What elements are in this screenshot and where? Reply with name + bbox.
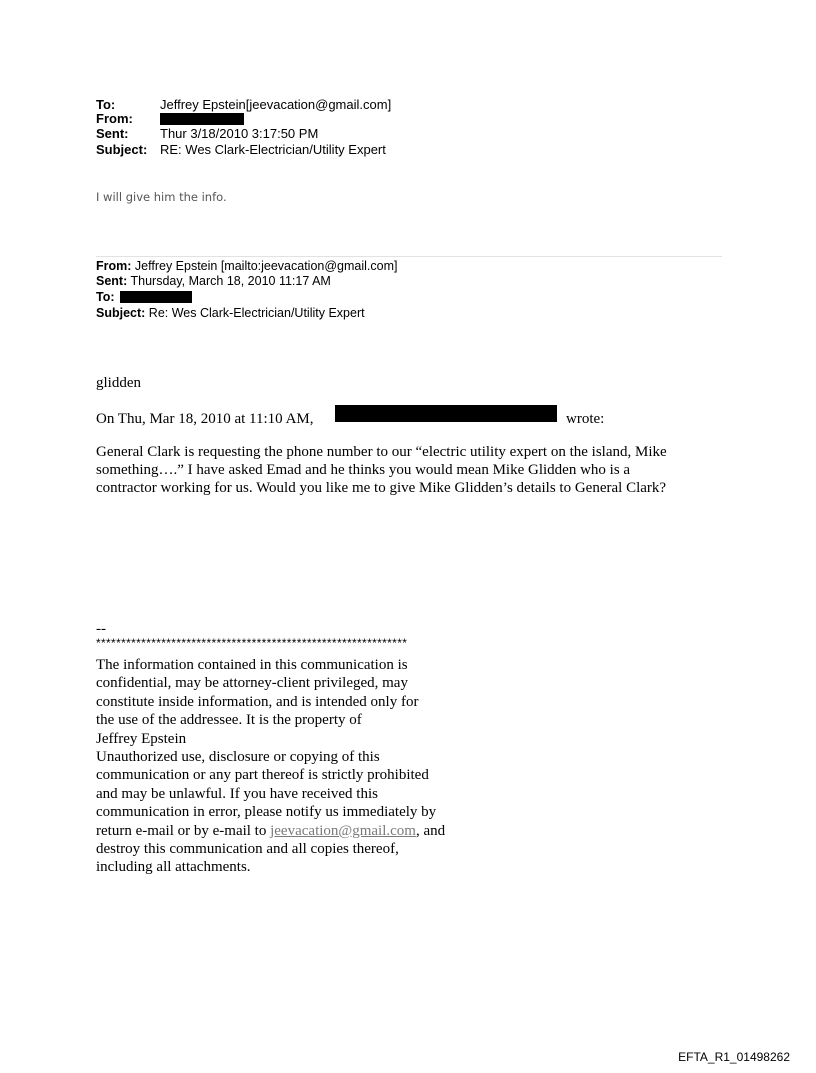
document-id: EFTA_R1_01498262 xyxy=(678,1050,790,1064)
quoted-subject-value: Re: Wes Clark-Electrician/Utility Expert xyxy=(148,306,365,320)
disclaimer-line: the use of the addressee. It is the property of xyxy=(96,712,362,729)
to-label: To: xyxy=(96,97,116,112)
from-redaction xyxy=(160,113,244,125)
attribution-suffix: wrote: xyxy=(566,411,605,427)
quoted-header xyxy=(96,259,716,321)
disclaimer-email-prefix: return e-mail or by e-mail to xyxy=(96,822,271,839)
disclaimer-line: confidential, may be attorney-client privileged, may xyxy=(96,675,408,692)
disclaimer-line: and may be unlawful. If you have received this xyxy=(96,785,378,802)
quoted-paragraph-line: something….” I have asked Emad and he thinks you would mean Mike Glidden who is a xyxy=(96,462,631,478)
attribution-redaction xyxy=(335,405,557,422)
disclaimer-line: The information contained in this communication is xyxy=(96,657,408,673)
disclaimer-line: Jeffrey Epstein xyxy=(96,730,187,747)
quoted-subject-label: Subject: xyxy=(96,306,146,320)
disclaimer-email-suffix: , and xyxy=(415,822,446,839)
to-value: Jeffrey Epstein[jeevacation@gmail.com] xyxy=(160,97,392,112)
quoted-sent-value: Thursday, March 18, 2010 11:17 AM xyxy=(130,274,331,288)
email-header xyxy=(96,98,716,158)
quoted-paragraph xyxy=(96,443,667,497)
subject-label: Subject: xyxy=(96,142,148,157)
quoted-from-label: From: xyxy=(96,259,132,273)
quoted-from-value: Jeffrey Epstein [mailto:jeevacation@gmail.com] xyxy=(134,259,398,273)
disclaimer xyxy=(96,656,445,877)
quoted-paragraph-line: General Clark is requesting the phone number to our “electric utility expert on the island, Mike xyxy=(96,444,667,460)
quoted-paragraph-line: contractor working for us. Would you like me to give Mike Glidden’s details to General Clark? xyxy=(96,480,667,496)
quoted-to-label: To: xyxy=(96,290,115,304)
signature-dashes: -- xyxy=(96,621,106,637)
disclaimer-line: constitute inside information, and is intended only for xyxy=(96,693,419,710)
disclaimer-line: communication or any part thereof is strictly prohibited xyxy=(96,767,429,784)
subject-value: RE: Wes Clark-Electrician/Utility Expert xyxy=(160,142,386,157)
disclaimer-line: including all attachments. xyxy=(96,859,251,876)
sent-value: Thur 3/18/2010 3:17:50 PM xyxy=(160,126,319,141)
quote-divider xyxy=(96,256,722,257)
sent-label: Sent: xyxy=(96,126,129,141)
disclaimer-line: communication in error, please notify us immediately by xyxy=(96,804,437,821)
from-label: From: xyxy=(96,111,133,126)
quoted-sent-label: Sent: xyxy=(96,274,128,288)
signature-stars: ************************************************************** xyxy=(96,636,408,650)
disclaimer-line: destroy this communication and all copies thereof, xyxy=(96,841,399,858)
disclaimer-email-line xyxy=(96,822,445,840)
email-link[interactable]: jeevacation@gmail.com xyxy=(270,822,416,839)
disclaimer-line: Unauthorized use, disclosure or copying of this xyxy=(96,749,380,766)
attribution-prefix: On Thu, Mar 18, 2010 at 11:10 AM, xyxy=(96,411,314,427)
reply-body: I will give him the info. xyxy=(96,190,227,204)
quoted-reply-word: glidden xyxy=(96,375,141,391)
quoted-to-redaction xyxy=(120,291,192,303)
